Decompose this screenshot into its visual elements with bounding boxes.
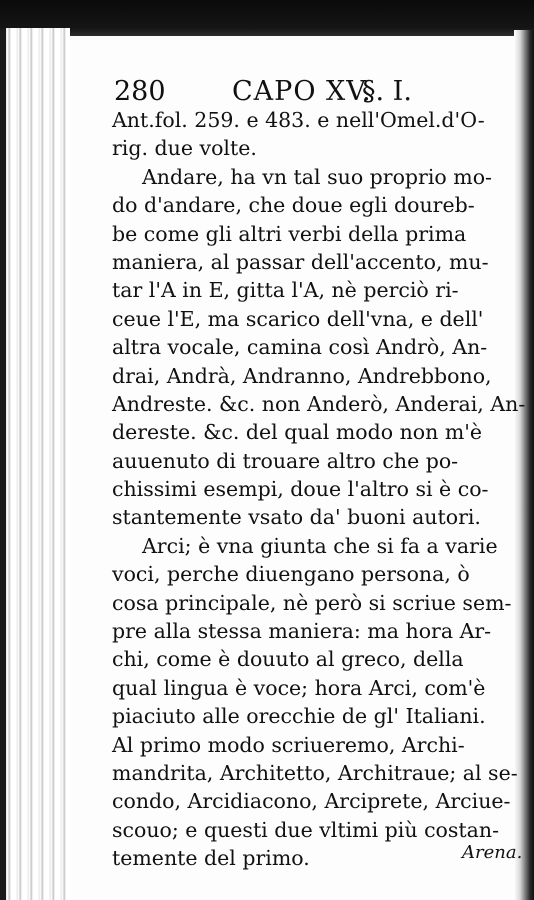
scan-top-shadow xyxy=(0,0,534,40)
text-line: piaciuto alle orecchie de gl' Italiani. xyxy=(112,704,486,729)
text-line: do d'andare, che doue egli dourеb- xyxy=(112,193,475,218)
text-line: pre alla stessa maniera: ma hora Ar- xyxy=(112,619,492,644)
chapter-title: CAPO XV. xyxy=(232,76,372,107)
book-page xyxy=(70,36,526,900)
text-line: altra vocale, camina così Andrò, An- xyxy=(112,335,488,360)
text-line: rig. due volte. xyxy=(112,136,257,161)
text-line: drai, Andrà, Andranno, Andrebbono, xyxy=(112,363,492,388)
text-line: tar l'A in E, gitta l'A, nè perciò ri- xyxy=(112,278,459,303)
text-line: Ant.fol. 259. e 483. e nell'Omel.d'O- xyxy=(112,108,485,132)
text-line: dereste. &c. del qual modo non m'è xyxy=(112,420,483,445)
text-line: ceue l'E, ma scarico dell'vna, e dell' xyxy=(112,306,484,331)
text-line: Andreste. &c. non Anderò, Anderai, An- xyxy=(112,391,526,416)
text-line: cosa principale, nè però si scriue sem- xyxy=(112,590,512,615)
text-line: temente del primo. xyxy=(112,846,310,871)
text-line: be come gli altri verbi della prima xyxy=(112,221,467,246)
text-line: maniera, al passar dell'accento, mu- xyxy=(112,249,489,274)
text-line: stantemente vsato da' buoni autori. xyxy=(112,505,481,530)
page-number: 280 xyxy=(114,76,166,107)
text-line: Andare, ha vn tal suo proprio mo- xyxy=(142,164,492,189)
catchword: Arena. xyxy=(462,842,523,863)
body-text xyxy=(112,106,526,873)
text-line: Al primo modo scriueremo, Archi- xyxy=(112,732,465,757)
text-line: qual lingua è voce; hora Arci, com'è xyxy=(112,675,486,700)
section-mark: §. I. xyxy=(362,76,412,107)
book-spine-shadow xyxy=(0,28,6,900)
text-line: scouo; e questi due vltimi più costan- xyxy=(112,817,499,842)
text-line: Arci; è vna giunta che si fa a varie xyxy=(142,533,498,558)
book-spine-edge xyxy=(0,28,70,900)
text-line: auuenuto di trouare altro che po- xyxy=(112,448,459,473)
text-line: chi, come è douuto al greco, della xyxy=(112,647,464,672)
text-line: mandrita, Architetto, Architraue; al se- xyxy=(112,760,518,785)
text-line: condo, Arcidiacono, Arciprete, Arciue- xyxy=(112,789,511,814)
text-line: voci, perche diuengano persona, ò xyxy=(112,562,470,587)
text-line: chissimi esempi, doue l'altro si è co- xyxy=(112,477,489,502)
